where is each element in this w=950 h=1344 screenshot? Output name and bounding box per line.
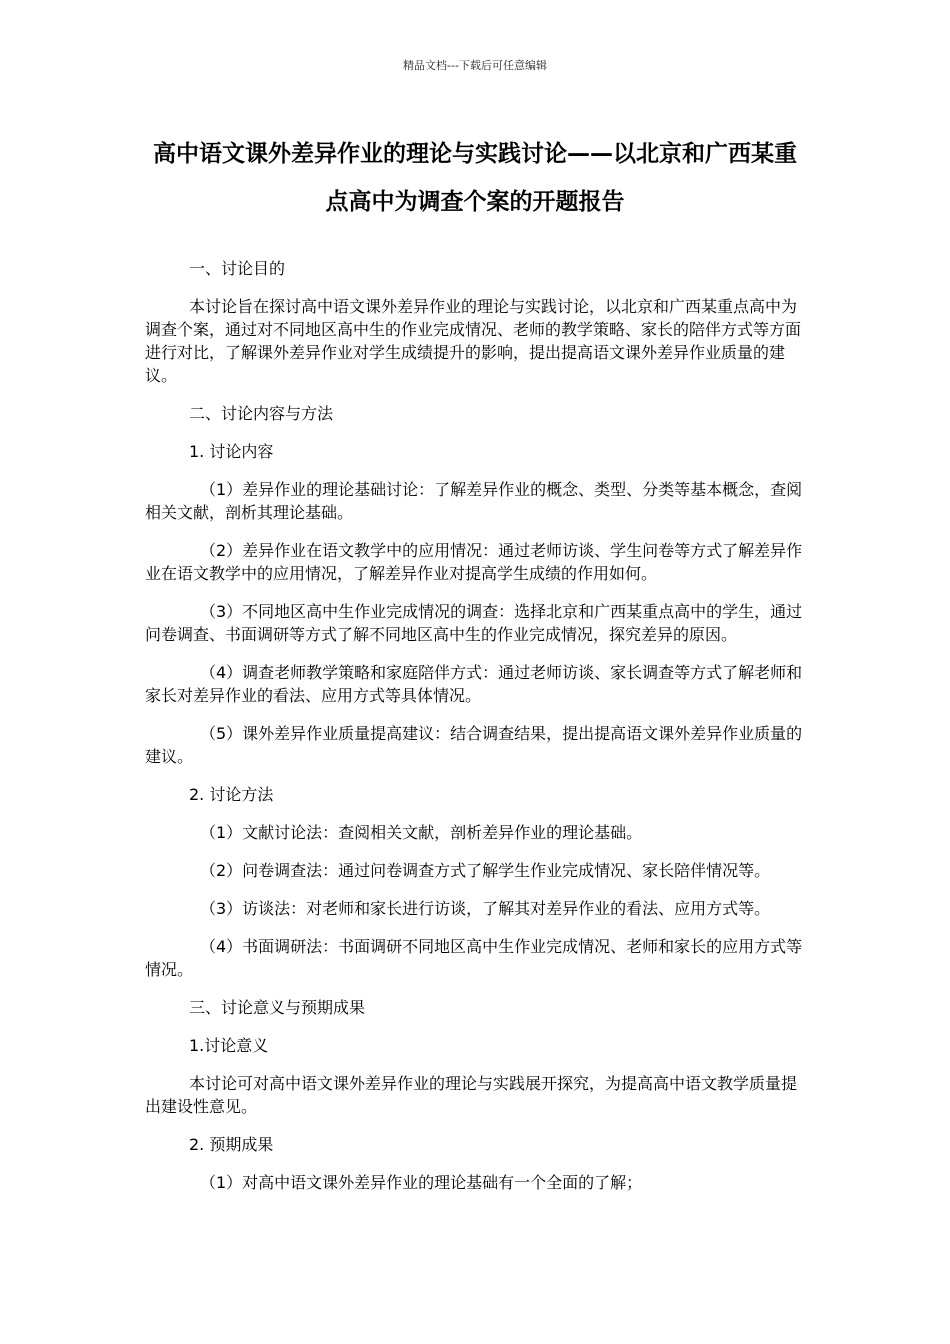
list-item: （4）调查老师教学策略和家庭陪伴方式：通过老师访谈、家长调查等方式了解老师和家长对差异作业的看法、应用方式等具体情况。 (145, 663, 803, 705)
list-item: （5）课外差异作业质量提高建议：结合调查结果，提出提高语文课外差异作业质量的建议。 (145, 724, 803, 766)
subsection-heading: 1.讨论意义 (189, 1036, 269, 1055)
body-paragraph: 本讨论旨在探讨高中语文课外差异作业的理论与实践讨论，以北京和广西某重点高中为调查个案，通过对不同地区高中生的作业完成情况、老师的教学策略、家长的陪伴方式等方面进行对比，了解课外差异作业对学生成绩提升的影响，提出提高语文课外差异作业质量的建议。 (145, 297, 802, 385)
list-item: （4）书面调研法：书面调研不同地区高中生作业完成情况、老师和家长的应用方式等情况。 (145, 937, 803, 979)
list-item: （2）差异作业在语文教学中的应用情况：通过老师访谈、学生问卷等方式了解差异作业在语文教学中的应用情况，了解差异作业对提高学生成绩的作用如何。 (145, 541, 803, 583)
document-body (145, 257, 807, 1209)
subsection-heading: 1. 讨论内容 (189, 442, 274, 461)
page-header: 精品文档---下载后可任意编辑 (403, 59, 547, 72)
body-paragraph: 本讨论可对高中语文课外差异作业的理论与实践展开探究，为提高高中语文教学质量提出建设性意见。 (145, 1074, 798, 1116)
list-item: （1）差异作业的理论基础讨论：了解差异作业的概念、类型、分类等基本概念，查阅相关文献，剖析其理论基础。 (145, 480, 803, 522)
section-heading: 三、讨论意义与预期成果 (189, 998, 366, 1017)
section-heading: 一、讨论目的 (189, 259, 286, 278)
document-title: 高中语文课外差异作业的理论与实践讨论——以北京和广西某重点高中为调查个案的开题报告 (153, 141, 797, 215)
list-item: （3）不同地区高中生作业完成情况的调查：选择北京和广西某重点高中的学生，通过问卷调查、书面调研等方式了解不同地区高中生的作业完成情况，探究差异的原因。 (145, 602, 803, 644)
list-item: （3）访谈法：对老师和家长进行访谈，了解其对差异作业的看法、应用方式等。 (200, 899, 771, 918)
section-heading: 二、讨论内容与方法 (189, 404, 334, 423)
list-item: （1）对高中语文课外差异作业的理论基础有一个全面的了解； (200, 1173, 643, 1192)
subsection-heading: 2. 讨论方法 (189, 785, 274, 804)
list-item: （2）问卷调查法：通过问卷调查方式了解学生作业完成情况、家长陪伴情况等。 (200, 861, 771, 880)
list-item: （1）文献讨论法：查阅相关文献，剖析差异作业的理论基础。 (200, 823, 643, 842)
subsection-heading: 2. 预期成果 (189, 1135, 274, 1154)
